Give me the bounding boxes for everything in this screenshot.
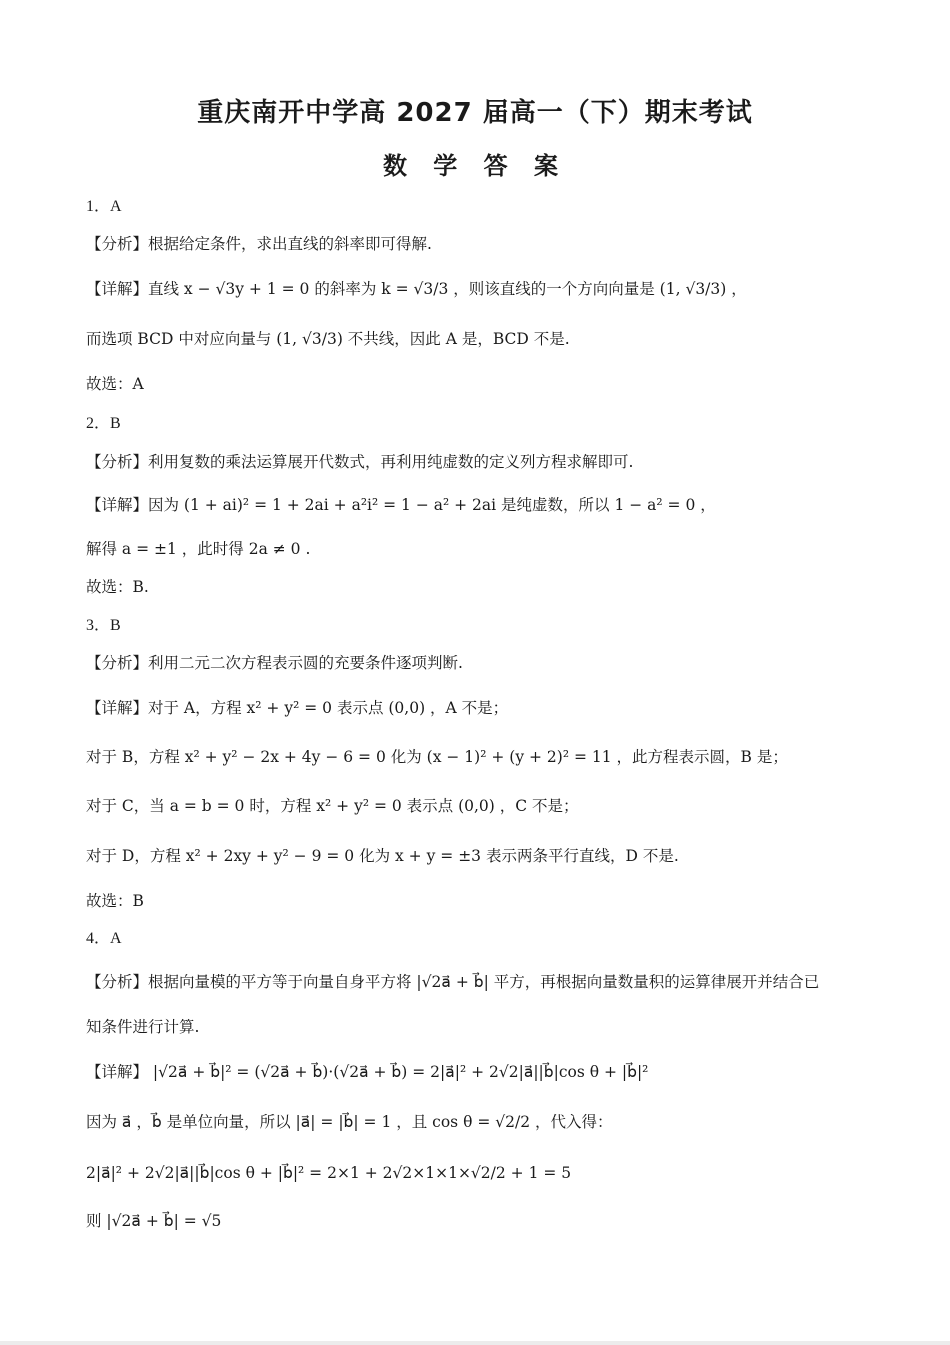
question-2-detail-line: 解得 a = ±1 ，此时得 2a ≠ 0 . bbox=[86, 540, 311, 558]
question-2-number: 2．B bbox=[86, 415, 121, 432]
question-4-detail-line: 因为 a⃗ ，b⃗ 是单位向量，所以 |a⃗| = |b⃗| = 1 ，且 cos θ = √2/2 ，代入得： bbox=[86, 1113, 613, 1131]
page-bottom-edge bbox=[0, 1341, 950, 1345]
question-1-detail-line: 而选项 BCD 中对应向量与 (1, √3/3) 不共线，因此 A 是，BCD 不是. bbox=[86, 330, 570, 348]
question-4-analysis-line: 知条件进行计算. bbox=[86, 1018, 200, 1036]
question-1-number: 1．A bbox=[86, 198, 122, 215]
question-2-conclusion: 故选：B. bbox=[86, 578, 149, 596]
question-4-number: 4．A bbox=[86, 930, 122, 947]
page-title: 重庆南开中学高 2027 届高一（下）期末考试 bbox=[197, 98, 753, 128]
question-3-analysis: 【分析】利用二元二次方程表示圆的充要条件逐项判断. bbox=[86, 654, 463, 672]
question-4-detail-line: 【详解】 |√2a⃗ + b⃗|² = (√2a⃗ + b⃗)·(√2a⃗ + b⃗) = 2|a⃗|² + 2√2|a⃗||b⃗|cos θ + |b⃗|² bbox=[86, 1063, 649, 1081]
question-4-analysis-line: 【分析】根据向量模的平方等于向量自身平方将 |√2a⃗ + b⃗| 平方，再根据向量数量积的运算律展开并结合已 bbox=[86, 973, 820, 991]
question-3-detail-line: 对于 B，方程 x² + y² − 2x + 4y − 6 = 0 化为 (x − 1)² + (y + 2)² = 11 ，此方程表示圆，B 是； bbox=[86, 748, 788, 766]
question-1-analysis: 【分析】根据给定条件，求出直线的斜率即可得解. bbox=[86, 235, 432, 253]
page-subtitle: 数 学 答 案 bbox=[382, 152, 568, 180]
question-2-detail-line: 【详解】因为 (1 + ai)² = 1 + 2ai + a²i² = 1 − a² + 2ai 是纯虚数，所以 1 − a² = 0 ， bbox=[86, 496, 716, 514]
question-2-analysis: 【分析】利用复数的乘法运算展开代数式，再利用纯虚数的定义列方程求解即可. bbox=[86, 453, 634, 471]
question-1-conclusion: 故选：A bbox=[86, 375, 144, 393]
question-3-detail-line: 对于 C，当 a = b = 0 时，方程 x² + y² = 0 表示点 (0,0) ，C 不是； bbox=[86, 797, 579, 815]
question-1-detail-line: 【详解】直线 x − √3y + 1 = 0 的斜率为 k = √3/3 ，则该直线的一个方向向量是 (1, √3/3) ， bbox=[86, 280, 747, 298]
question-4-detail-line: 则 |√2a⃗ + b⃗| = √5 bbox=[86, 1212, 222, 1230]
question-3-number: 3．B bbox=[86, 617, 121, 634]
question-3-detail-line: 【详解】对于 A，方程 x² + y² = 0 表示点 (0,0) ，A 不是； bbox=[86, 699, 509, 717]
question-3-detail-line: 对于 D，方程 x² + 2xy + y² − 9 = 0 化为 x + y = ±3 表示两条平行直线，D 不是. bbox=[86, 847, 679, 865]
question-3-conclusion: 故选：B bbox=[86, 892, 144, 910]
question-4-detail-line: 2|a⃗|² + 2√2|a⃗||b⃗|cos θ + |b⃗|² = 2×1 + 2√2×1×1×√2/2 + 1 = 5 bbox=[86, 1164, 572, 1182]
